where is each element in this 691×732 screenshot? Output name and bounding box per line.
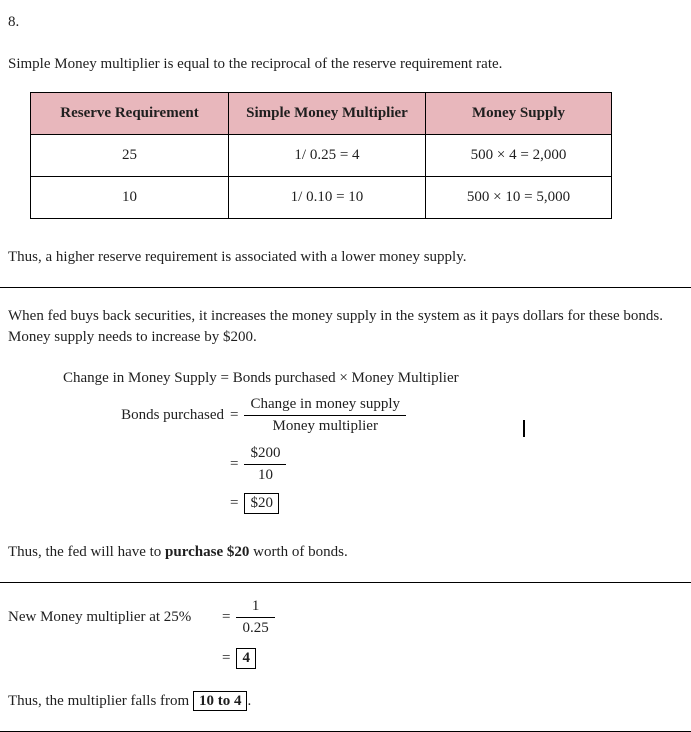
table-header-reserve-requirement: Reserve Requirement: [31, 93, 229, 135]
equation-line-4: [8, 493, 663, 514]
fraction-numerator: 1: [236, 597, 274, 618]
fraction: [244, 395, 406, 436]
fraction-denominator: Money multiplier: [272, 418, 378, 434]
boxed-answer: 4: [236, 648, 256, 669]
table-cell: 500 × 4 = 2,000: [426, 135, 612, 177]
text-cursor[interactable]: [523, 420, 525, 437]
equals-sign: =: [230, 495, 239, 511]
section-divider: [0, 582, 691, 583]
conclusion-multiplier-text: [8, 691, 663, 711]
fraction-denominator: 0.25: [242, 620, 269, 636]
equation-line-3: [8, 444, 663, 485]
equation-text: Change in Money Supply = Bonds purchased × Money Multiplier: [63, 370, 459, 386]
equation2-line-1: [8, 597, 663, 638]
table-row: [31, 135, 612, 177]
conclusion-bonds-text: [8, 542, 663, 562]
equation2-lhs: New Money multiplier at 25%: [8, 609, 192, 625]
fed-paragraph: When fed buys back securities, it increases the money supply in the system as it pays dollars for these bonds. Money supply needs to increase by $200.: [8, 308, 663, 345]
money-multiplier-table: [30, 92, 612, 219]
problem-number: 8.: [8, 14, 20, 30]
table-cell: 1/ 0.10 = 10: [229, 177, 426, 219]
equals-sign: =: [222, 609, 231, 625]
table-cell: 1/ 0.25 = 4: [229, 135, 426, 177]
equation-lhs: Bonds purchased: [121, 407, 224, 423]
table-row: [31, 177, 612, 219]
boxed-answer: 10 to 4: [193, 691, 248, 711]
fraction: [244, 444, 286, 485]
conclusion-bonds-after: worth of bonds.: [249, 544, 348, 560]
table-header-money-supply: Money Supply: [426, 93, 612, 135]
fraction-numerator: Change in money supply: [244, 395, 406, 416]
table-cell: 10: [31, 177, 229, 219]
section-divider: [0, 287, 691, 288]
equation-line-2: [8, 395, 663, 436]
conclusion-multiplier-before: Thus, the multiplier falls from: [8, 693, 193, 709]
equals-sign: =: [222, 650, 231, 666]
fraction: [236, 597, 274, 638]
table-header-simple-money-multiplier: Simple Money Multiplier: [229, 93, 426, 135]
equals-sign: =: [230, 456, 239, 472]
conclusion-multiplier-after: .: [247, 693, 252, 709]
conclusion-table-text: Thus, a higher reserve requirement is associated with a lower money supply.: [8, 249, 467, 265]
table-cell: 25: [31, 135, 229, 177]
conclusion-bonds-before: Thus, the fed will have to: [8, 544, 166, 560]
equation2-line-2: [8, 648, 663, 669]
equals-sign: =: [230, 407, 239, 423]
table-header-row: [31, 93, 612, 135]
equation2-block: [8, 597, 663, 669]
table-cell: 500 × 10 = 5,000: [426, 177, 612, 219]
boxed-answer: $20: [244, 493, 279, 514]
conclusion-bonds-bold: purchase $20: [165, 544, 250, 560]
equation-block: [8, 370, 663, 514]
equation-line-1: [63, 370, 663, 387]
intro-text: Simple Money multiplier is equal to the reciprocal of the reserve requirement rate.: [8, 56, 503, 72]
fraction-numerator: $200: [244, 444, 286, 465]
fraction-denominator: 10: [257, 467, 273, 483]
